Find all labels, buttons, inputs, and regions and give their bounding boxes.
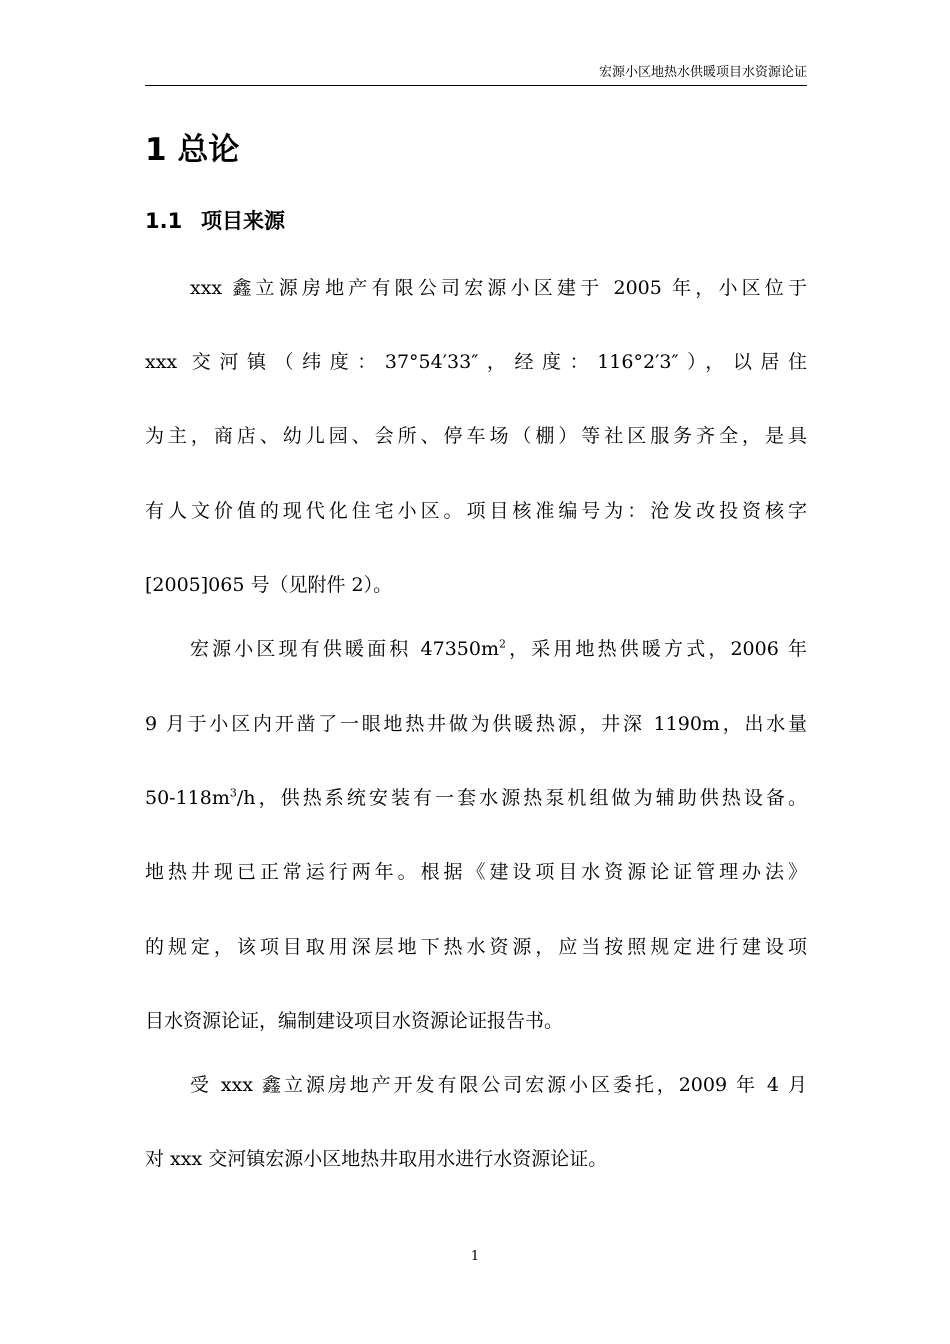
paragraph-line: xxx 交河镇（纬度：37°54′33″，经度：116°2′3″），以居住 <box>145 351 807 373</box>
superscript: 3 <box>229 786 237 800</box>
paragraph-line: 为主，商店、幼儿园、会所、停车场（棚）等社区服务齐全，是具 <box>145 425 807 447</box>
paragraph-line: 目水资源论证，编制建设项目水资源论证报告书。 <box>145 1010 564 1032</box>
section-title: 项目来源 <box>201 209 285 233</box>
paragraph-line: $50-118m^3/h$，供热系统安装有一套水源热泵机组做为辅助供热设备。 <box>145 786 807 809</box>
paragraph-line: 对 xxx 交河镇宏源小区地热井取用水进行水资源论证。 <box>145 1148 608 1170</box>
paragraph-line: 地热井现已正常运行两年。根据《建设项目水资源论证管理办法》 <box>145 861 807 883</box>
running-header: 宏源小区地热水供暖项目水资源论证 <box>598 65 807 80</box>
chapter-heading: 1 总论 <box>145 132 240 168</box>
superscript: 2 <box>498 637 506 651</box>
paragraph-line: 受 xxx 鑫立源房地产开发有限公司宏源小区委托，2009 年 4 月 <box>190 1074 807 1096</box>
section-heading <box>145 203 285 239</box>
paragraph-line: 的规定，该项目取用深层地下热水资源，应当按照规定进行建设项 <box>145 936 807 958</box>
page-number: 1 <box>470 1249 480 1264</box>
section-number: 1.1 <box>145 209 183 233</box>
paragraph-line: 宏源小区现有供暖面积 $47350m^2$，采用地热供暖方式，2006 年 <box>190 637 807 660</box>
paragraph-line: [2005]065 号（见附件 2）。 <box>145 574 393 596</box>
paragraph-line: xxx 鑫立源房地产有限公司宏源小区建于 2005 年，小区位于 <box>190 277 807 299</box>
paragraph-line: 有人文价值的现代化住宅小区。项目核准编号为：沧发改投资核字 <box>145 500 807 522</box>
header-rule <box>145 85 807 86</box>
paragraph-line: 9 月于小区内开凿了一眼地热井做为供暖热源，井深 1190m，出水量 <box>145 713 807 735</box>
